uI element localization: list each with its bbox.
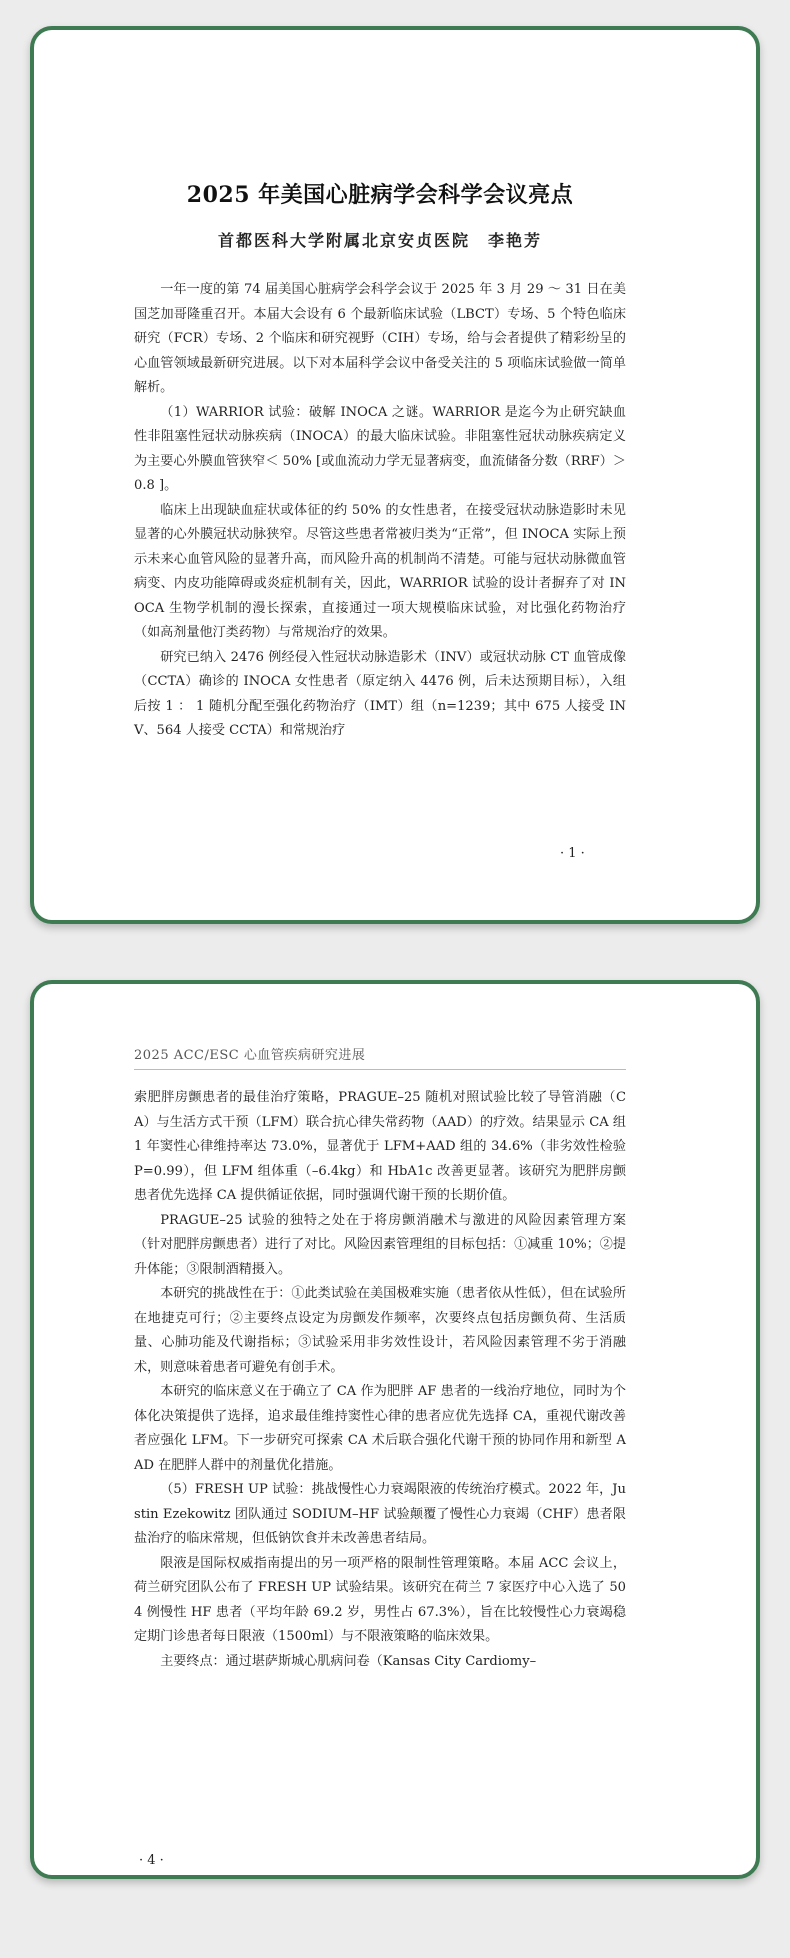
page2-paragraph: 限液是国际权威指南提出的另一项严格的限制性管理策略。本届 ACC 会议上，荷兰研究团队公布了 FRESH UP 试验结果。该研究在荷兰 7 家医疗中心入选了 504 例慢性 HF 患者（平均年龄 69.2 岁，男性占 67.3%），旨在比较慢性心力衰竭稳定期门诊患者每日限液（1500ml）与不限液策略的临床效果。 bbox=[134, 1555, 626, 1644]
page2-body bbox=[134, 1086, 626, 1674]
page-number: · 1 · bbox=[560, 846, 585, 861]
running-head: 2025 ACC/ESC 心血管疾病研究进展 bbox=[134, 1044, 626, 1070]
article-author: 首都医科大学附属北京安贞医院 李艳芳 bbox=[217, 231, 542, 250]
page2-paragraph: 主要终点：通过堪萨斯城心肌病问卷（Kansas City Cardiomy– bbox=[160, 1653, 537, 1669]
page2-paragraph: PRAGUE–25 试验的独特之处在于将房颤消融术与激进的风险因素管理方案（针对肥胖房颤患者）进行了对比。风险因素管理组的目标包括：①减重 10%；②提升体能；③限制酒精摄入。 bbox=[134, 1212, 626, 1277]
page-number: · 4 · bbox=[139, 1853, 164, 1868]
page1-paragraph: 临床上出现缺血症状或体征的约 50% 的女性患者，在接受冠状动脉造影时未见显著的心外膜冠状动脉狭窄。尽管这些患者常被归类为“正常”，但 INOCA 实际上预示未来心血管风险的显著升高，而风险升高的机制尚不清楚。可能与冠状动脉微血管病变、内皮功能障碍或炎症机制有关，因此，WARRIOR 试验的设计者摒弃了对 INOCA 生物学机制的漫长探索，直接通过一项大规模临床试验，对比强化药物治疗（如高剂量他汀类药物）与常规治疗的效果。 bbox=[134, 502, 626, 640]
page1-paragraph: 研究已纳入 2476 例经侵入性冠状动脉造影术（INV）或冠状动脉 CT 血管成像（CCTA）确诊的 INOCA 女性患者（原定纳入 4476 例，后未达预期目标），入组后按 1 ： 1 随机分配至强化药物治疗（IMT）组（n=1239；其中 675 人接受 INV、564 人接受 CCTA）和常规治疗 bbox=[134, 649, 626, 738]
page2-paragraph: 索肥胖房颤患者的最佳治疗策略，PRAGUE–25 随机对照试验比较了导管消融（CA）与生活方式干预（LFM）联合抗心律失常药物（AAD）的疗效。结果显示 CA 组 1 年窦性心律维持率达 73.0%，显著优于 LFM+AAD 组的 34.6%（非劣效性检验 P=0.99），但 LFM 组体重（–6.4kg）和 HbA1c 改善更显著。该研究为肥胖房颤患者优先选择 CA 提供循证依据，同时强调代谢干预的长期价值。 bbox=[134, 1090, 626, 1203]
page2-paragraph: （5）FRESH UP 试验：挑战慢性心力衰竭限液的传统治疗模式。2022 年，Justin Ezekowitz 团队通过 SODIUM–HF 试验颠覆了慢性心力衰竭（CHF）患者限盐治疗的临床常规，但低钠饮食并未改善患者结局。 bbox=[134, 1482, 626, 1546]
page2-paragraph: 本研究的临床意义在于确立了 CA 作为肥胖 AF 患者的一线治疗地位，同时为个体化决策提供了选择，追求最佳维持窦性心律的患者应优先选择 CA，重视代谢改善者应强化 LFM。下一步研究可探索 CA 术后联合强化代谢干预的协同作用和新型 AAD 在肥胖人群中的剂量优化措施。 bbox=[134, 1384, 626, 1473]
article-title: 2025 年美国心脏病学会科学会议亮点 bbox=[186, 182, 574, 208]
page2-paragraph: 本研究的挑战性在于：①此类试验在美国极难实施（患者依从性低），但在试验所在地捷克可行；②主要终点设定为房颤发作频率，次要终点包括房颤负荷、生活质量、心肺功能及代谢指标；③试验采用非劣效性设计，若风险因素管理不劣于消融术，则意味着患者可避免有创手术。 bbox=[134, 1286, 626, 1375]
page1-body bbox=[134, 278, 626, 744]
page1-paragraph: （1）WARRIOR 试验：破解 INOCA 之谜。WARRIOR 是迄今为止研究缺血性非阻塞性冠状动脉疾病（INOCA）的最大临床试验。非阻塞性冠状动脉疾病定义为主要心外膜血管狭窄＜ 50% [或血流动力学无显著病变，血流储备分数（RRF）＞ 0.8 ]。 bbox=[134, 404, 626, 493]
page1-paragraph: 一年一度的第 74 届美国心脏病学会科学会议于 2025 年 3 月 29 ～ 31 日在美国芝加哥隆重召开。本届大会设有 6 个最新临床试验（LBCT）专场、5 个特色临床研究（FCR）专场、2 个临床和研究视野（CIH）专场，给与会者提供了精彩纷呈的心血管领域最新研究进展。以下对本届科学会议中备受关注的 5 项临床试验做一简单解析。 bbox=[134, 282, 626, 395]
